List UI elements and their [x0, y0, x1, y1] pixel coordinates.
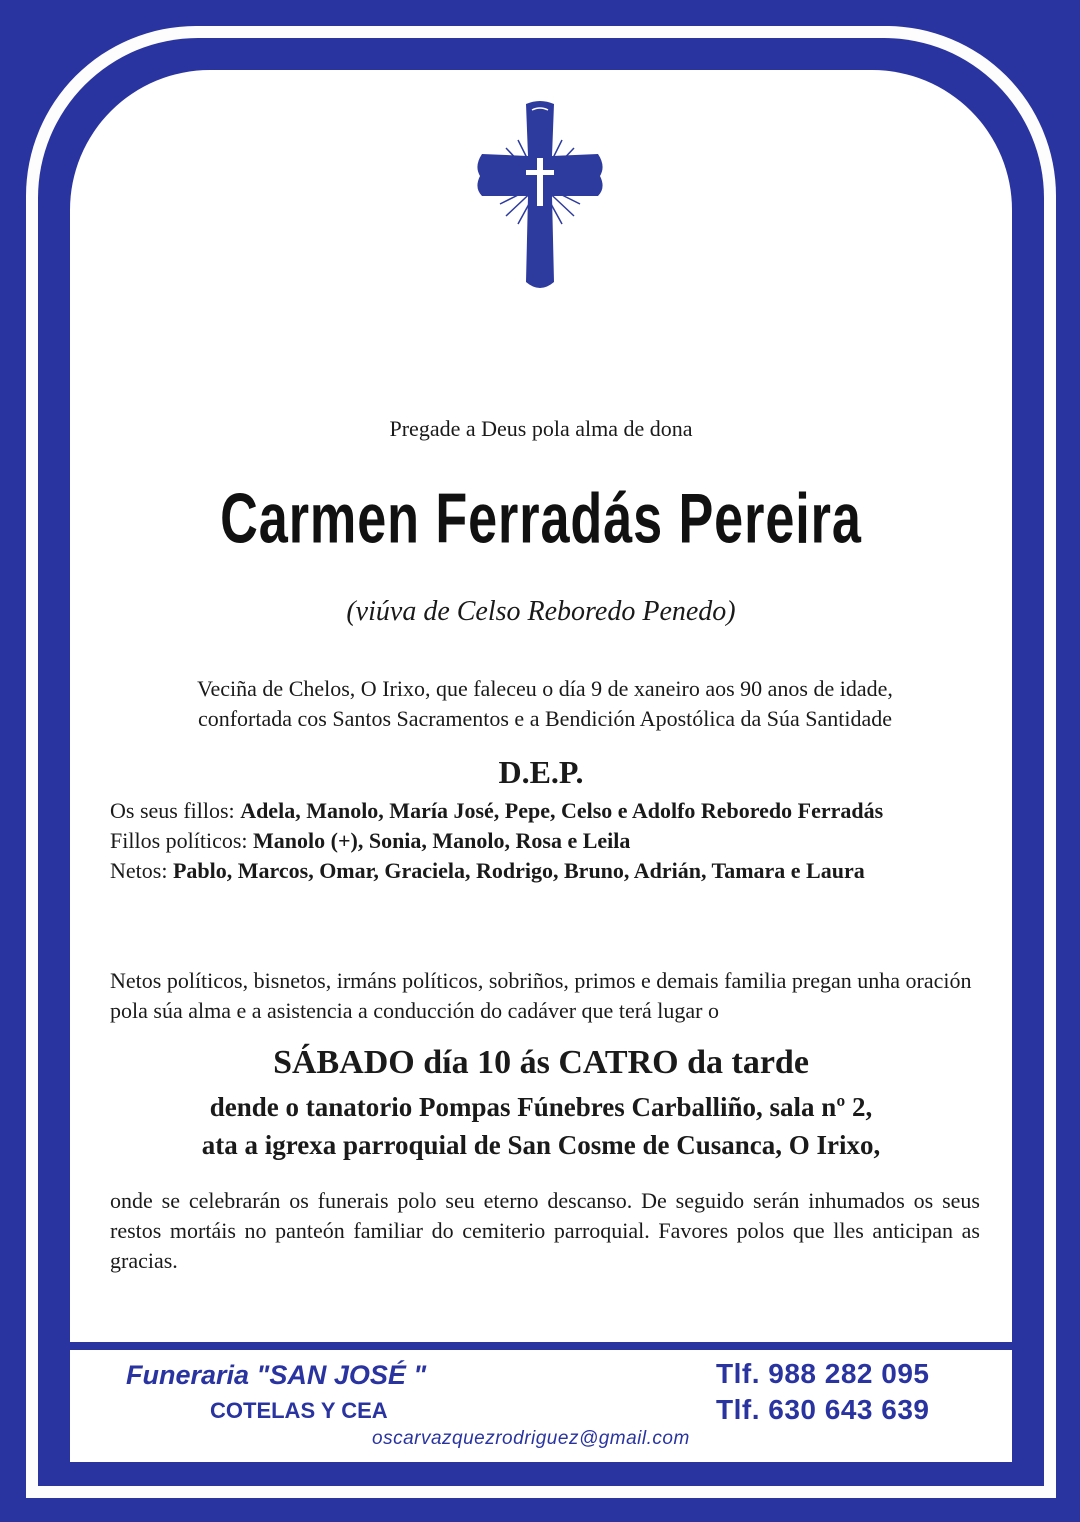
fillos-names: Adela, Manolo, María José, Pepe, Celso e Adolfo Reboredo Ferradás	[240, 798, 884, 823]
cross-icon	[470, 96, 610, 296]
pregade-line: Pregade a Deus pola alma de dona	[389, 416, 693, 441]
dep-heading: D.E.P.	[498, 754, 584, 790]
funerals-paragraph: onde se celebrarán os funerais polo seu eterno descanso. De seguido serán inhumados os seus restos mortáis no panteón familiar do cemiterio parroquial. Favores polos que lles anticipan as gracias.	[110, 1188, 980, 1273]
funeral-home-location: COTELAS Y CEA	[210, 1398, 388, 1423]
contact-email: oscarvazquezrodriguez@gmail.com	[372, 1428, 690, 1449]
vecina-line-1: Veciña de Chelos, O Irixo, que faleceu o día 9 de xaneiro aos 90 anos de idade,	[197, 676, 893, 701]
fillos-label: Os seus fillos:	[110, 798, 241, 823]
netos-politicos-paragraph: Netos políticos, bisnetos, irmáns políticos, sobriños, primos e demais familia pregan unha oración pola súa alma e a asistencia a conducción do cadáver que terá lugar o	[110, 968, 972, 1023]
netos-names: Pablo, Marcos, Omar, Graciela, Rodrigo, Bruno, Adrián, Tamara e Laura	[172, 858, 865, 883]
fillos-politicos-names: Manolo (+), Sonia, Manolo, Rosa e Leila	[253, 828, 631, 853]
widow-note: (viúva de Celso Reboredo Penedo)	[346, 596, 736, 627]
fillos-politicos-line	[110, 826, 980, 856]
family-list	[110, 796, 980, 886]
funeral-home-name: Funeraria "SAN JOSÉ "	[126, 1360, 427, 1390]
fillos-line	[110, 796, 980, 826]
ceremony-date: SÁBADO día 10 ás CATRO da tarde	[273, 1044, 809, 1081]
vecina-line-2: confortada cos Santos Sacramentos e a Bendición Apostólica da Súa Santidade	[197, 706, 893, 731]
netos-label: Netos:	[110, 858, 173, 883]
route-destination: ata a igrexa parroquial de San Cosme de Cusanca, O Irixo,	[201, 1130, 881, 1160]
fillos-politicos-label: Fillos políticos:	[110, 828, 254, 853]
vecina-paragraph	[110, 674, 980, 734]
deceased-name: Carmen Ferradás Pereira	[220, 479, 862, 559]
netos-line	[110, 856, 980, 886]
phone-1: Tlf. 988 282 095	[716, 1358, 930, 1389]
phone-2: Tlf. 630 643 639	[716, 1394, 930, 1425]
route-origin: dende o tanatorio Pompas Fúnebres Carballiño, sala nº 2,	[209, 1092, 873, 1122]
